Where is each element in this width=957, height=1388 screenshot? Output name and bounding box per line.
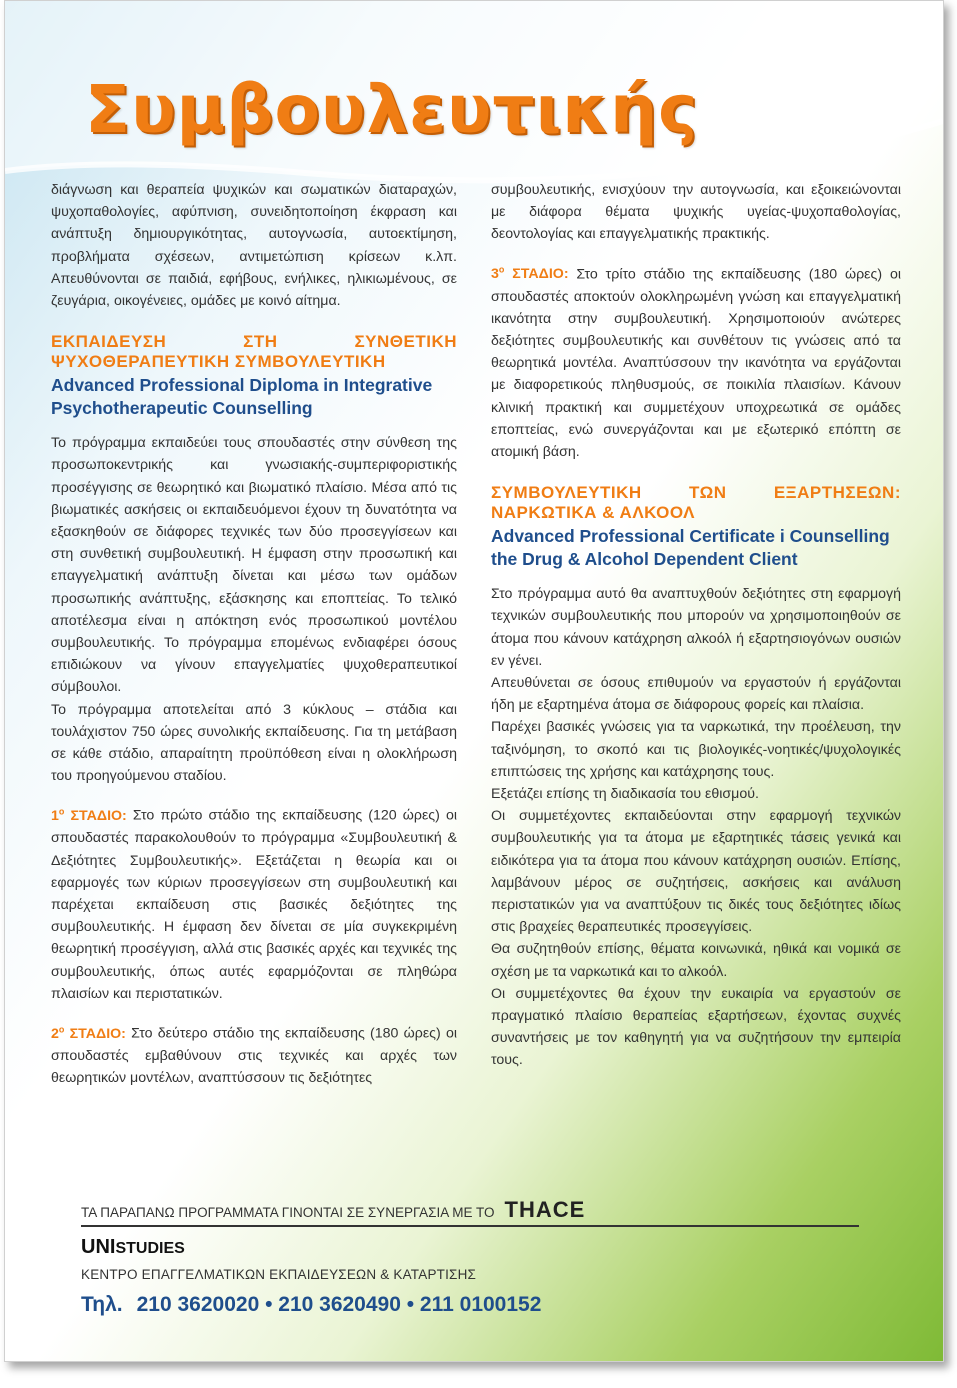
org-name-rest: STUDIES	[115, 1240, 185, 1257]
center-name: ΚΕΝΤΡΟ ΕΠΑΓΓΕΛΜΑΤΙΚΩΝ ΕΚΠΑΙΔΕΥΣΕΩΝ & ΚΑΤΑΡΤΙΣΗΣ	[81, 1267, 477, 1282]
partnership-text: ΤΑ ΠΑΡΑΠΑΝΩ ΠΡΟΓΡΑΜΜΑΤΑ ΓΙΝΟΝΤΑΙ ΣΕ ΣΥΝΕΡΓΑΣΙΑ ΜΕ ΤΟ	[81, 1205, 495, 1220]
stage1-text: Στο πρώτο στάδιο της εκπαίδευσης (120 ώρες) οι σπουδαστές παρακολουθούν το πρόγραμμα «Συμβουλευτική & Δεξιότητες Συμβουλευτικής». Εξετάζεται η θεωρία και οι εφαρμογές των κύριων προσεγγίσεων στη συμβουλευτική και παρέχεται εκπαίδευση στις βασικές δεξιότητες της συμβουλευτικής. Η έμφαση δεν δίνεται σε μία συγκεκριμένη θεωρητική προσέγγιση, αλλά στις βασικές αρχές και τεχνικές της συμβουλευτικής, όπως αυτές εφαρμόζονται σε πληθώρα πλαισίων και περιστατικών.	[51, 808, 457, 1002]
stage3-number: 3	[491, 266, 499, 283]
section2-paragraph7: Οι συμμετέχοντες θα έχουν την ευκαιρία να εργαστούν σε πραγματικό πλαίσιο θεραπείας εξαρτήσεων, έχοντας συχνές συναντήσεις με τον καθηγητή για να συζητήσουν την εμπειρία τους.	[491, 985, 901, 1069]
section1-heading-greek: ΕΚΠΑΙΔΕΥΣΗ ΣΤΗ ΣΥΝΘΕΤΙΚΗ ΨΥΧΟΘΕΡΑΠΕΥΤΙΚΗ ΣΥΜΒΟΥΛΕΥΤΙΚΗ	[51, 332, 457, 372]
phone-numbers: 210 3620020 • 210 3620490 • 211 0100152	[136, 1293, 542, 1316]
stage1-label	[51, 808, 127, 824]
stage1-paragraph	[51, 800, 457, 1005]
stage3-text: Στο τρίτο στάδιο της εκπαίδευσης (180 ώρες) οι σπουδαστές αποκτούν ολοκληρωμένη γνώση και επαγγελματική ικανότητα στην συμβουλευτική. Χρησιμοποιούν ανώτερες δεξιότητες συμβουλευτικής και συνθέτουν τις γνώσεις από τα θεωρητικά μοντέλα. Αναπτύσσουν την ικανότητα να εργάζονται με διαφορετικούς πληθυσμούς, σε ποικιλία πλαισίων. Κάνουν κλινική πρακτική και συμμετέχουν υποχρεωτικά σε ομάδες εποπτείας, ενώ συνεργάζονται και με εξωτερικό επόπτη σε ατομική βάση.	[491, 266, 901, 460]
stage3-paragraph	[491, 259, 901, 464]
section2-heading-english: Advanced Professional Certificate i Counselling the Drug & Alcohol Dependent Client	[491, 526, 890, 570]
stage1-number: 1	[51, 808, 59, 825]
org-name-main: UNI	[81, 1236, 116, 1258]
stage3-label	[491, 266, 569, 282]
partnership-line	[81, 1197, 585, 1223]
stage2-number: 2	[51, 1025, 59, 1042]
section2-paragraph4: Εξετάζει επίσης τη διαδικασία του εθισμού.	[491, 786, 759, 802]
section1-paragraph2: Το πρόγραμμα αποτελείται από 3 κύκλους – στάδια και τουλάχιστον 750 ώρες συνολικής εκπαίδευσης. Για τη μετάβαση σε κάθε στάδιο, απαραίτητη προϋπόθεση είναι η ολοκλήρωση του προηγούμενου σταδίου.	[51, 701, 457, 785]
section2-paragraph1: Στο πρόγραμμα αυτό θα αναπτυχθούν δεξιότητες στη εφαρμογή τεχνικών συμβουλευτικής που μπορούν να χρησιμοποιηθούν σε άτομα που κάνουν κατάχρηση αλκοόλ ή εξαρτησιογόνων ουσιών εν γένει.	[491, 586, 901, 669]
stage1-ordinal: ο	[58, 806, 65, 817]
section2-paragraph6: Θα συζητηθούν επίσης, θέματα κοινωνικά, ηθικά και νομικά σε σχέση με τα ναρκωτικά και το αλκοόλ.	[491, 941, 901, 980]
section2-heading-greek: ΣΥΜΒΟΥΛΕΥΤΙΚΗ ΤΩΝ ΕΞΑΡΤΗΣΕΩΝ: ΝΑΡΚΩΤΙΚΑ & ΑΛΚΟΟΛ	[491, 483, 901, 523]
section1-heading-english: Advanced Professional Diploma in Integrative Psychotherapeutic Counselling	[51, 375, 433, 419]
phone-line	[81, 1293, 541, 1317]
section2-paragraph2: Απευθύνεται σε όσους επιθυμούν να εργαστούν ή εργάζονται ήδη με εξαρτημένα άτομα σε διάφορους φορείς και πλαίσια.	[491, 674, 901, 714]
section1-paragraph1: Το πρόγραμμα εκπαιδεύει τους σπουδαστές στην σύνθεση της προσωποκεντρικής και γνωσιακής-συμπεριφοριστικής προσέγγισης σε θεωρητικό και βιωματικό πλαίσιο. Μέσα από τις βιωματικές ασκήσεις οι εκπαιδευόμενοι έχουν τη δυνατότητα να εξασκηθούν σε διάφορες τεχνικές των δύο προσεγγίσεων και στη συνθετική συμβουλευτική. Η έμφαση στην προσωπική και επαγγελματική ανάπτυξη δίνεται και μέσω των ομάδων προσωπικής ανάπτυξης, εξάσκησης και εποπτείας. Το τελικό αποτέλεσμα είναι η απόκτηση ενός προσωπικού μοντέλου συμβουλευτικής. Το πρόγραμμα επομένως ενδιαφέρει όσους επιδιώκουν να γίνουν επαγγελματίες ψυχοθεραπευτικοί σύμβουλοι.	[51, 435, 457, 696]
stage3-ordinal: ο	[498, 264, 505, 275]
left-column	[51, 179, 457, 1089]
stage2-text: Στο δεύτερο στάδιο της εκπαίδευσης (180 ώρες) οι σπουδαστές εμβαθύνουν στις τεχνικές και αρχές των θεωρητικών μοντέλων, αναπτύσσουν τις δεξιότητες	[51, 1025, 457, 1087]
org-logo-text	[81, 1236, 185, 1259]
section2-paragraph3: Παρέχει βασικές γνώσεις για τα ναρκωτικά, την προέλευση, την ταξινόμηση, το σκοπό και τις βιολογικές-νοητικές/ψυχολογικές επιπτώσεις της χρήσης και κατάχρησης τους.	[491, 719, 901, 780]
stage1-label-text: ΣΤΑΔΙΟ:	[64, 808, 127, 825]
stage2-label	[51, 1026, 126, 1042]
stage2-continued: συμβουλευτικής, ενισχύουν την αυτογνωσία, και εξοικειώνονται με διάφορα θέματα ψυχικής υγείας-ψυχοπαθολογίας, δεοντολογίας και επαγγελματικής πρακτικής.	[491, 182, 901, 243]
partner-brand: THACE	[504, 1197, 586, 1222]
right-column	[491, 179, 901, 1072]
phone-label: Τηλ.	[81, 1293, 123, 1316]
page-title: Συμβουλευτικής	[85, 71, 699, 148]
footer-divider	[81, 1225, 859, 1227]
brochure-page	[4, 0, 944, 1362]
intro-paragraph: διάγνωση και θεραπεία ψυχικών και σωματικών διαταραχών, ψυχοπαθολογίες, αφύπνιση, συνειδητοποίηση έκφραση και ανάπτυξη δημιουργικότητας, αυτογνωσία, αυτοεκτίμηση, προβλήματα σχέσεων, αντιμετώπιση κρίσεων κ.λπ. Απευθύνονται σε παιδιά, εφήβους, ενήλικες, ηλικιωμένους, σε ζευγάρια, οικογένειες, ομάδες με κοινό αίτημα.	[51, 182, 457, 310]
section2-paragraph5: Οι συμμετέχοντες εκπαιδεύονται στην εφαρμογή τεχνικών συμβουλευτικής για τα άτομα με εξαρτητικές τάσεις γενικά και ειδικότερα για τα άτομα που κάνουν κατάχρηση ουσιών. Επίσης, λαμβάνουν μέρος σε συζητήσεις, ασκήσεις και ανάλυση περιστατικών για να αναπτύξουν τις δικές τους δεξιότητες ιδίως στις βραχείες θεραπευτικές προσεγγίσεις.	[491, 808, 901, 936]
stage3-label-text: ΣΤΑΔΙΟ:	[504, 266, 569, 283]
stage2-paragraph	[51, 1018, 457, 1089]
stage2-label-text: ΣΤΑΔΙΟ:	[64, 1025, 126, 1042]
stage2-ordinal: ο	[58, 1024, 65, 1035]
